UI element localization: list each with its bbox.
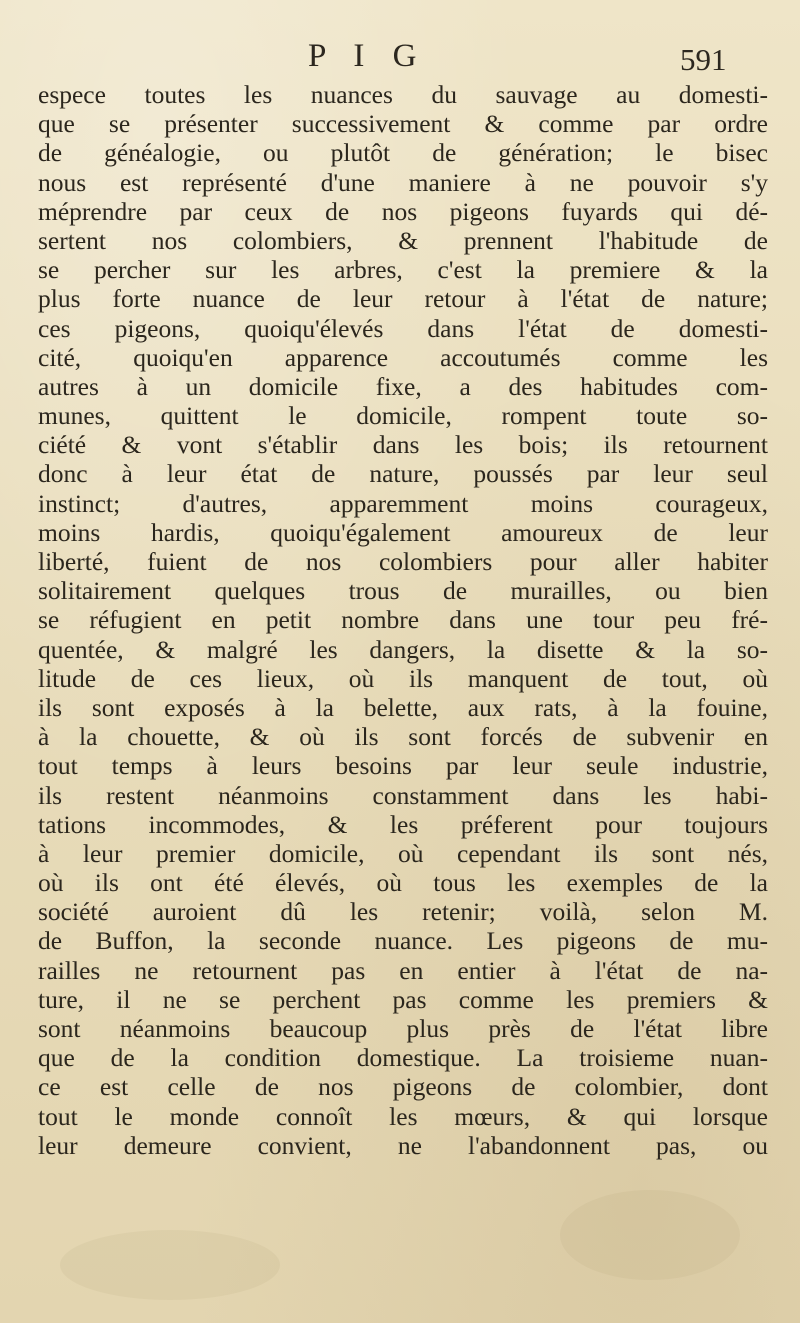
text-line: à leur premier domicile, où cependant ils sont nés, <box>38 838 768 868</box>
text-line: cité, quoiqu'en apparence accoutumés comme les <box>38 342 768 372</box>
text-line: plus forte nuance de leur retour à l'état de nature; <box>38 284 768 314</box>
text-line: ce est celle de nos pigeons de colombier, dont <box>38 1072 768 1102</box>
text-line: leur demeure convient, ne l'abandonnent pas, ou <box>38 1130 768 1160</box>
text-line: tout le monde connoît les mœurs, & qui lorsque <box>38 1101 768 1131</box>
text-line: que de la condition domestique. La troisieme nuan- <box>38 1043 768 1073</box>
text-line: ture, il ne se perchent pas comme les premiers & <box>38 984 768 1014</box>
text-line: instinct; d'autres, apparemment moins courageux, <box>38 488 768 518</box>
text-line: espece toutes les nuances du sauvage au domesti- <box>38 80 768 109</box>
text-line: se réfugient en petit nombre dans une tour peu fré- <box>38 605 768 635</box>
text-line: ces pigeons, quoiqu'élevés dans l'état de domesti- <box>38 313 768 343</box>
text-line: méprendre par ceux de nos pigeons fuyards qui dé- <box>38 196 768 226</box>
page-number: 591 <box>680 42 727 77</box>
text-line: quentée, & malgré les dangers, la disette & la so- <box>38 634 768 664</box>
text-line: tout temps à leurs besoins par leur seule industrie, <box>38 751 768 781</box>
text-line: se percher sur les arbres, c'est la premiere & la <box>38 255 768 285</box>
text-line: liberté, fuient de nos colombiers pour aller habiter <box>38 547 768 576</box>
text-line: ciété & vont s'établir dans les bois; ils retournent <box>38 430 768 460</box>
text-line: railles ne retournent pas en entier à l'état de na- <box>38 955 768 985</box>
text-line: de Buffon, la seconde nuance. Les pigeons de mu- <box>38 926 768 956</box>
text-line: où ils ont été élevés, où tous les exemples de la <box>38 868 768 898</box>
paper-stain <box>560 1190 740 1280</box>
text-line: société auroient dû les retenir; voilà, selon M. <box>38 897 768 927</box>
text-line: munes, quittent le domicile, rompent toute so- <box>38 401 768 431</box>
text-line: nous est représenté d'une maniere à ne pouvoir s'y <box>38 167 768 197</box>
text-line: sont néanmoins beaucoup plus près de l'état libre <box>38 1014 768 1043</box>
text-line: que se présenter successivement & comme par ordre <box>38 109 768 139</box>
body-text <box>38 80 768 1160</box>
running-head: P I G <box>308 38 427 74</box>
text-line: à la chouette, & où ils sont forcés de subvenir en <box>38 722 768 752</box>
text-line: moins hardis, quoiqu'également amoureux de leur <box>38 517 768 547</box>
text-line: litude de ces lieux, où ils manquent de tout, où <box>38 663 768 693</box>
text-line: solitairement quelques trous de murailles, ou bien <box>38 576 768 606</box>
text-line: de généalogie, ou plutôt de génération; le bisec <box>38 138 768 168</box>
text-line: autres à un domicile fixe, a des habitudes com- <box>38 371 768 401</box>
text-line: sertent nos colombiers, & prennent l'habitude de <box>38 225 768 255</box>
text-line: donc à leur état de nature, poussés par leur seul <box>38 459 768 489</box>
paper-stain <box>60 1230 280 1300</box>
text-line: ils sont exposés à la belette, aux rats, à la fouine, <box>38 692 768 722</box>
page-header <box>0 38 800 78</box>
text-line: tations incommodes, & les préferent pour toujours <box>38 809 768 839</box>
text-line: ils restent néanmoins constamment dans les habi- <box>38 780 768 810</box>
